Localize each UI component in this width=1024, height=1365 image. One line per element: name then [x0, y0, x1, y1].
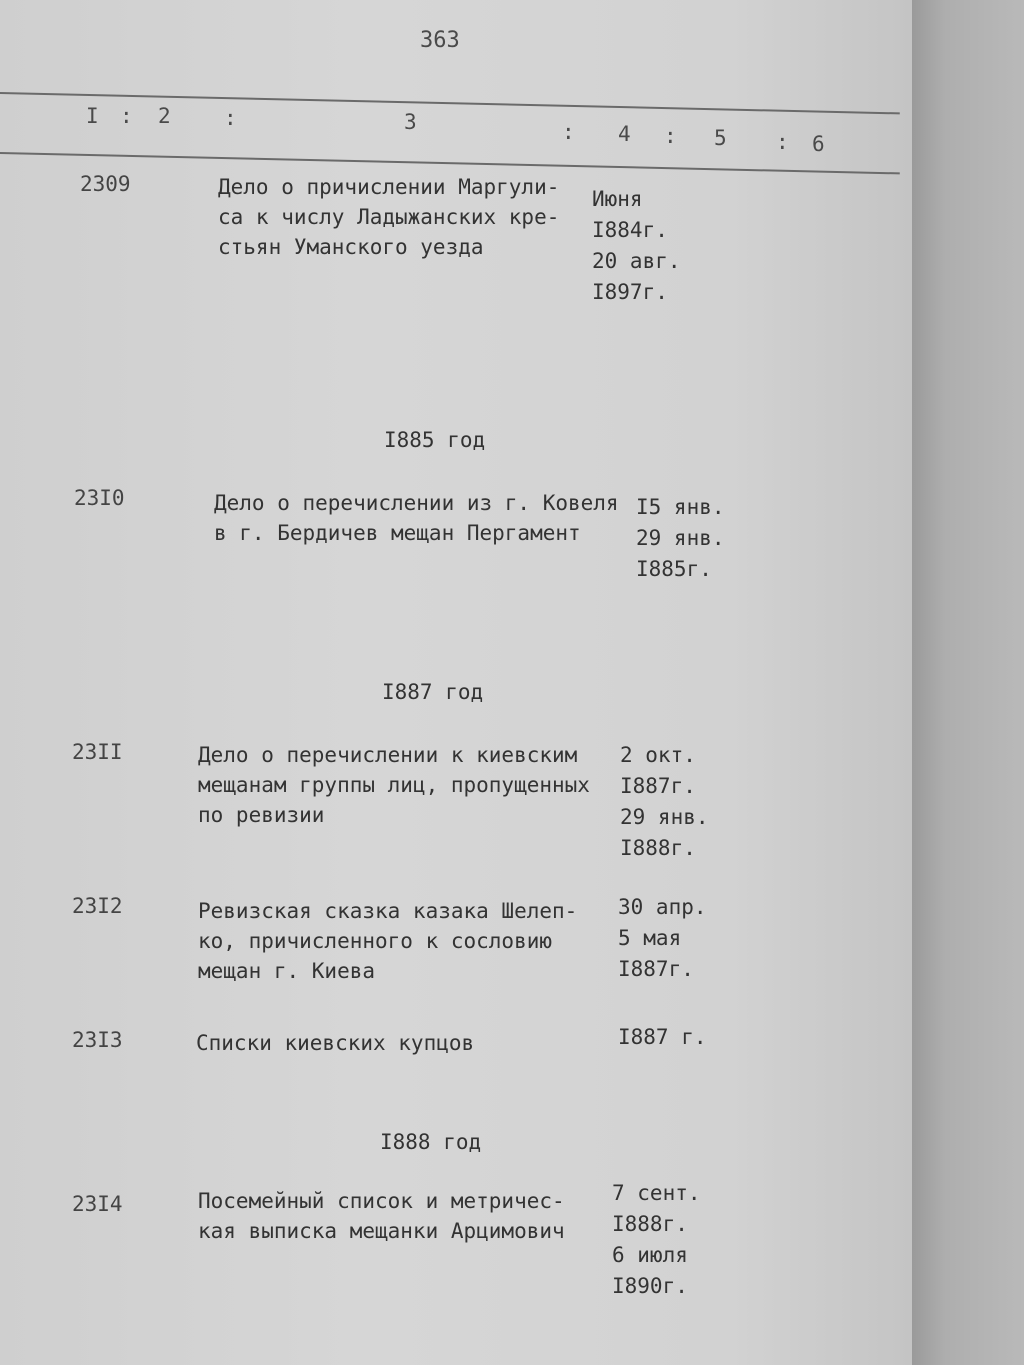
entry-date-line: 6 июля [612, 1243, 688, 1267]
entry-description-line: Дело о перечислении из г. Ковеля [214, 491, 619, 515]
entry-dates [636, 492, 725, 585]
entry-date-line: I888г. [612, 1212, 688, 1236]
column-separator: : [120, 104, 133, 128]
entry-dates [618, 1022, 707, 1053]
entry-number: 23I4 [72, 1192, 123, 1216]
year-heading: I885 год [384, 428, 486, 452]
entry-number: 23I3 [72, 1028, 123, 1052]
entry-description-line: мещан г. Киева [198, 959, 376, 983]
entry-date-line: I884г. [592, 218, 668, 242]
header-rule-top [0, 92, 900, 114]
entry-description [218, 172, 559, 262]
entry-description-line: мещанам группы лиц, пропущенных [198, 773, 590, 797]
entry-description [198, 1186, 565, 1246]
entry-number: 23I0 [74, 486, 125, 510]
column-separator: : [776, 130, 789, 154]
entry-description [198, 740, 590, 830]
entry-dates [618, 892, 707, 985]
entry-date-line: I888г. [620, 836, 696, 860]
entry-dates [592, 184, 681, 308]
entry-description-line: в г. Бердичев мещан Пергамент [214, 521, 581, 545]
entry-number: 23II [72, 740, 123, 764]
entry-dates [620, 740, 709, 864]
entry-description-line: Списки киевских купцов [196, 1031, 475, 1055]
entry-date-line: I885г. [636, 557, 712, 581]
entry-description [196, 1028, 474, 1058]
entry-dates [612, 1178, 701, 1302]
entry-date-line: I887 г. [618, 1025, 707, 1049]
entry-date-line: Июня [592, 187, 643, 211]
year-heading: I888 год [380, 1130, 482, 1154]
entry-description-line: са к числу Ладыжанских кре- [218, 205, 560, 229]
entry-date-line: 5 мая [618, 926, 682, 950]
entry-date-line: 20 авг. [592, 249, 681, 273]
entry-date-line: I887г. [620, 774, 696, 798]
entry-description [214, 488, 619, 548]
page-number: 363 [420, 28, 460, 53]
entry-date-line: 30 апр. [618, 895, 707, 919]
entry-date-line: 2 окт. [620, 743, 696, 767]
entry-description-line: Ревизская сказка казака Шелеп- [198, 899, 578, 923]
entry-description-line: ко, причисленного к сословию [198, 929, 553, 953]
column-header-2: 2 [158, 104, 171, 128]
column-separator: : [224, 106, 237, 130]
entry-description-line: Дело о перечислении к киевским [198, 743, 578, 767]
entry-date-line: I890г. [612, 1274, 688, 1298]
entry-description-line: по ревизии [198, 803, 325, 827]
entry-number: 2309 [80, 172, 131, 196]
column-header-1: I [86, 104, 99, 128]
entry-date-line: 29 янв. [636, 526, 725, 550]
column-header-6: 6 [812, 132, 825, 156]
entry-description-line: стьян Уманского уезда [218, 235, 484, 259]
entry-date-line: I887г. [618, 957, 694, 981]
entry-description-line: кая выписка мещанки Арцимович [198, 1219, 565, 1243]
entry-date-line: I897г. [592, 280, 668, 304]
column-separator: : [562, 120, 575, 144]
entry-date-line: I5 янв. [636, 495, 725, 519]
entry-description-line: Дело о причислении Маргули- [218, 175, 560, 199]
column-header-3: 3 [404, 110, 417, 134]
entry-date-line: 7 сент. [612, 1181, 701, 1205]
background-edge [912, 0, 1024, 1365]
entry-date-line: 29 янв. [620, 805, 709, 829]
entry-description-line: Посемейный список и метричес- [198, 1189, 565, 1213]
column-separator: : [664, 124, 677, 148]
column-header-5: 5 [714, 126, 727, 150]
year-heading: I887 год [382, 680, 484, 704]
column-header-4: 4 [618, 122, 631, 146]
entry-description [198, 896, 577, 986]
entry-number: 23I2 [72, 894, 123, 918]
